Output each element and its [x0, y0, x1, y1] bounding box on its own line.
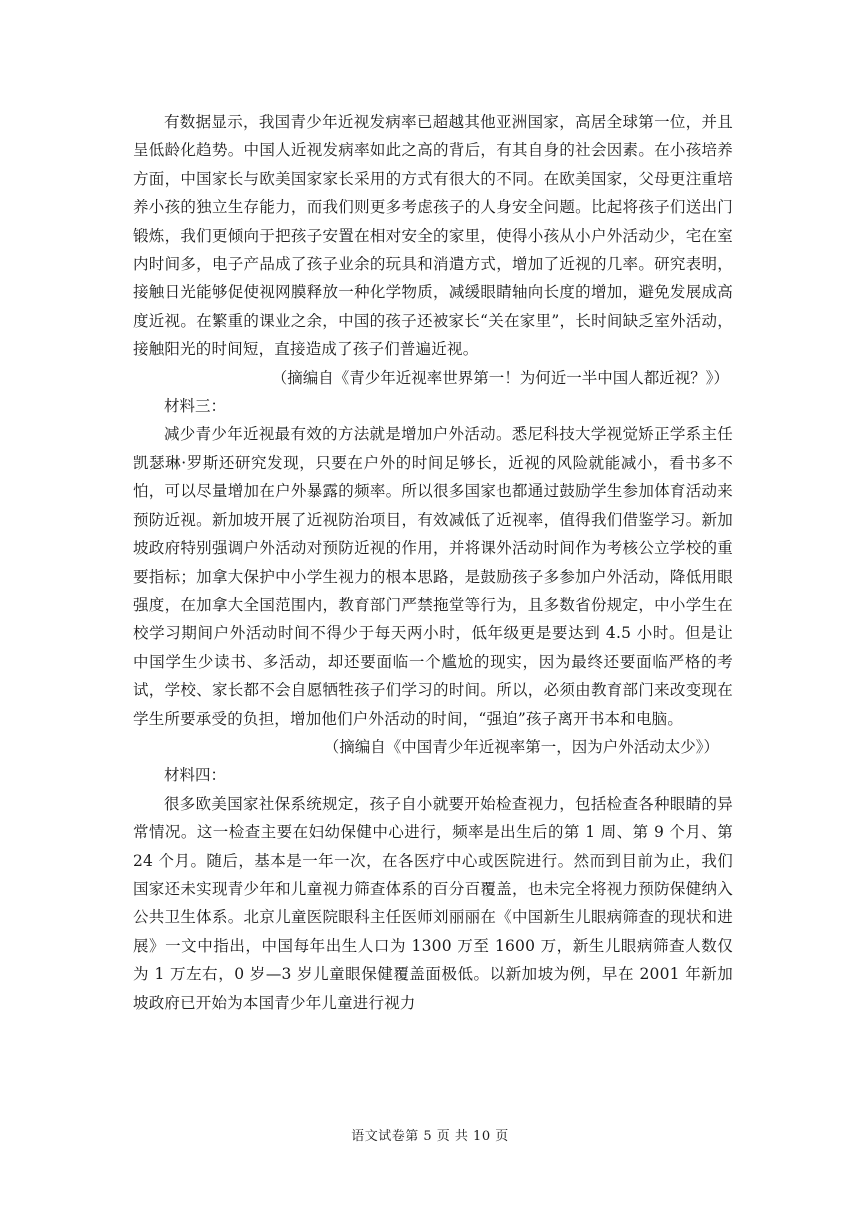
paragraph-material-four: 很多欧美国家社保系统规定，孩子自小就要开始检查视力，包括检查各种眼睛的异常情况。这一检查主要在妇幼保健中心进行，频率是出生后的第 1 周、第 9 个月、第 24 个月。随后，基本是一年一次，在各医疗中心或医院进行。然而到目前为止，我们国家还未实现青少年和儿童视力筛查体系的百分百覆盖，也未完全将视力预防保健纳入公共卫生体系。北京儿童医院眼科主任医师刘丽丽在《中国新生儿眼病筛查的现状和进展》一文中指出，中国每年出生人口为 1300 万至 1600 万，新生儿眼病筛查人数仅为 1 万左右，0 岁—3 岁儿童眼保健覆盖面极低。以新加坡为例，早在 2001 年新加坡政府已开始为本国青少年儿童进行视力: [133, 794, 733, 1012]
source-citation-material-three: （摘编自《中国青少年近视率第一，因为户外活动太少》）: [323, 737, 719, 756]
heading-material-four: 材料四：: [164, 766, 227, 785]
heading-material-three: 材料三：: [164, 397, 227, 416]
paragraph-material-three: 减少青少年近视最有效的方法就是增加户外活动。悉尼科技大学视觉矫正学系主任凯瑟琳·罗斯还研究发现，只要在户外的时间足够长，近视的风险就能减小，看书多不怕，可以尽量增加在户外暴露的频率。所以很多国家也都通过鼓励学生参加体育活动来预防近视。新加坡开展了近视防治项目，有效减低了近视率，值得我们借鉴学习。新加坡政府特别强调户外活动对预防近视的作用，并将课外活动时间作为考核公立学校的重要指标；加拿大保护中小学生视力的根本思路，是鼓励孩子多参加户外活动，降低用眼强度，在加拿大全国范围内，教育部门严禁拖堂等行为，且多数省份规定，中小学生在校学习期间户外活动时间不得少于每天两小时，低年级更是要达到 4.5 小时。但是让中国学生少读书、多活动，却还要面临一个尴尬的现实，因为最终还要面临严格的考试，学校、家长都不会自愿牺牲孩子们学习的时间。所以，必须由教育部门来改变现在学生所要承受的负担，增加他们户外活动的时间，“强迫”孩子离开书本和电脑。: [133, 425, 733, 728]
page-footer: 语文试卷第 5 页 共 10 页: [351, 1129, 509, 1144]
document-body: [133, 108, 733, 1017]
paragraph-material-two: 有数据显示，我国青少年近视发病率已超越其他亚洲国家，高居全球第一位，并且呈低龄化趋势。中国人近视发病率如此之高的背后，有其自身的社会因素。在小孩培养方面，中国家长与欧美国家家长采用的方式有很大的不同。在欧美国家，父母更注重培养小孩的独立生存能力，而我们则更多考虑孩子的人身安全问题。比起将孩子们送出门锻炼，我们更倾向于把孩子安置在相对安全的家里，使得小孩从小户外活动少，宅在室内时间多，电子产品成了孩子业余的玩具和消遣方式，增加了近视的几率。研究表明，接触日光能够促使视网膜释放一种化学物质，减缓眼睛轴向长度的增加，避免发展成高度近视。在繁重的课业之余，中国的孩子还被家长“关在家里”，长时间缺乏室外活动，接触阳光的时间短，直接造成了孩子们普遍近视。: [133, 113, 733, 359]
source-citation-material-two: （摘编自《青少年近视率世界第一！为何近一半中国人都近视？》）: [271, 368, 729, 387]
